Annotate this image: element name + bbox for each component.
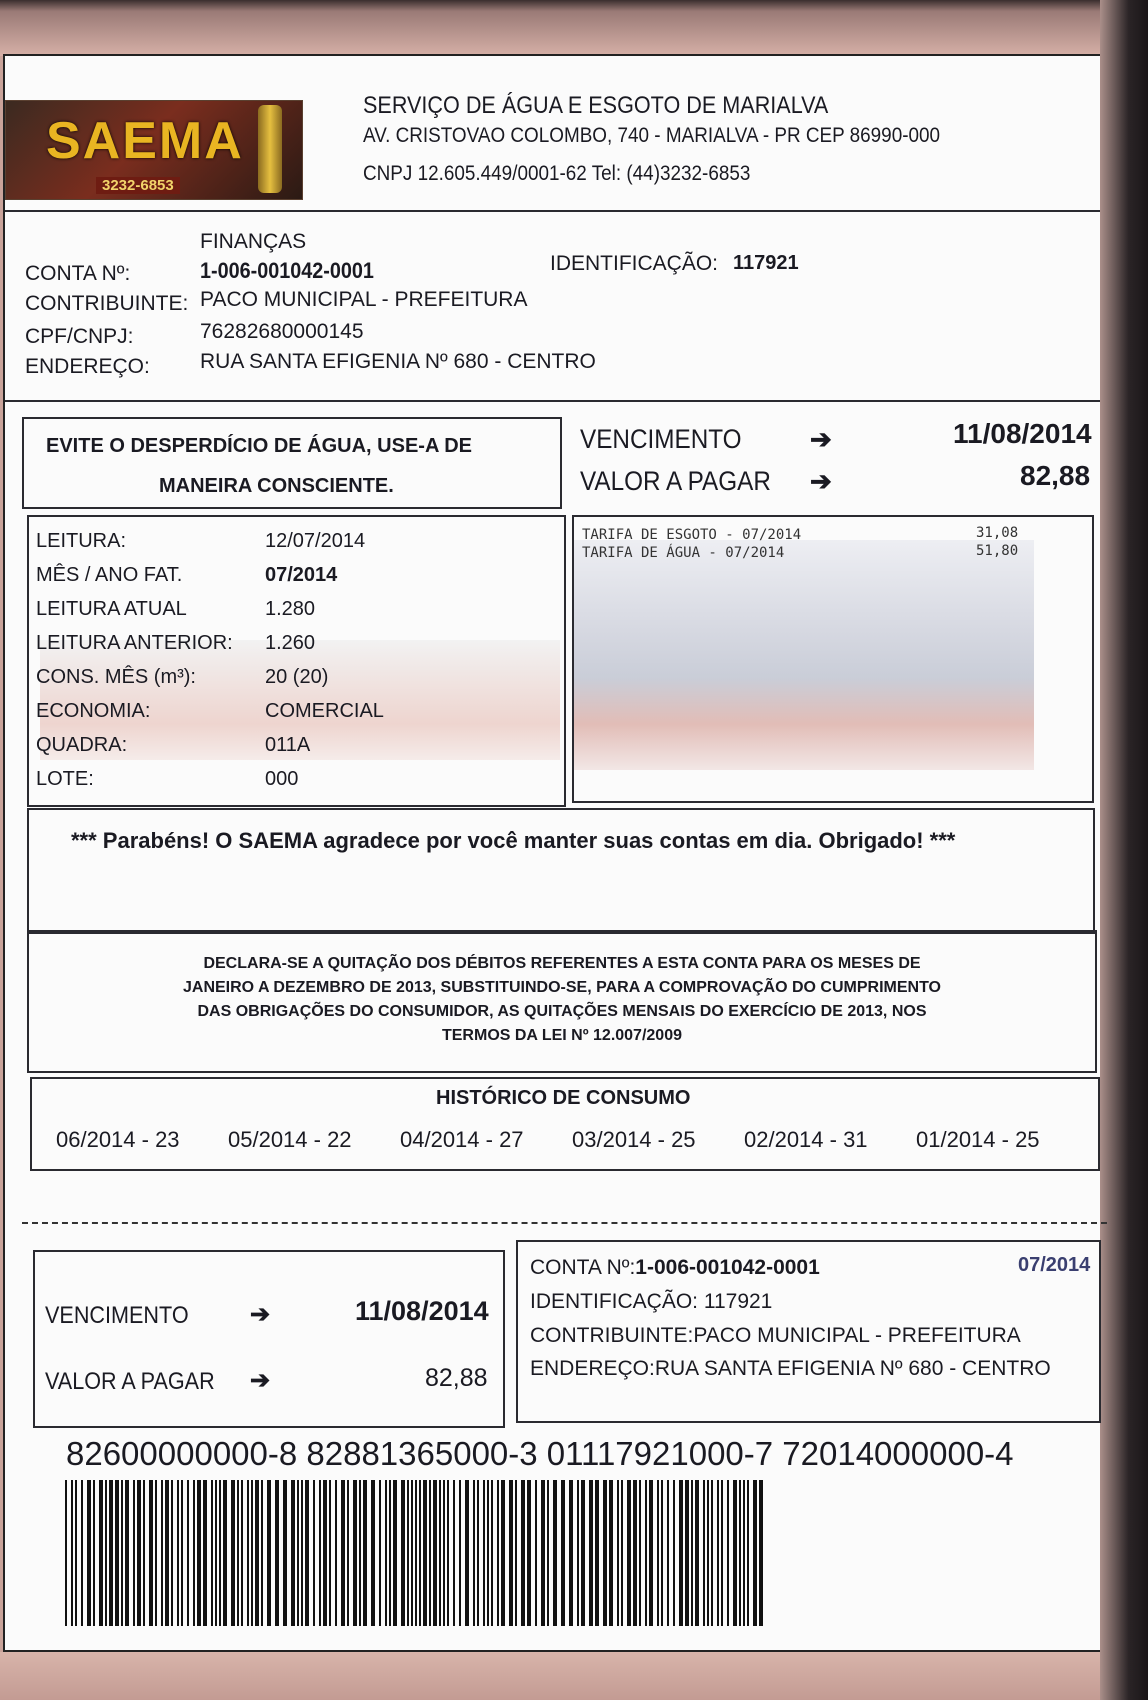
barcode-bar	[283, 1480, 287, 1626]
faucet-icon	[258, 105, 282, 193]
arrow-icon: ➔	[810, 424, 832, 454]
barcode-bar	[109, 1480, 113, 1626]
barcode-bar	[447, 1480, 449, 1626]
message-box	[27, 808, 1095, 934]
conta-value: 1-006-001042-0001	[200, 258, 374, 283]
barcode-bar	[411, 1480, 413, 1626]
scan-top-edge	[0, 0, 1148, 56]
stub-ident: IDENTIFICAÇÃO: 117921	[530, 1290, 773, 1313]
barcode-bar	[211, 1480, 213, 1626]
stub-venc-label: VENCIMENTO	[45, 1302, 189, 1329]
conta-label: CONTA Nº:	[25, 262, 131, 285]
notice-box	[22, 417, 562, 509]
barcode-bar	[707, 1480, 709, 1626]
reading-label: CONS. MÊS (m³):	[36, 666, 196, 688]
barcode-bar	[547, 1480, 549, 1626]
barcode-bar	[733, 1480, 737, 1626]
barcode-bar	[521, 1480, 525, 1626]
barcode-bar	[121, 1480, 123, 1626]
barcode-bar	[429, 1480, 431, 1626]
barcode-bar	[313, 1480, 315, 1626]
barcode-bar	[433, 1480, 437, 1626]
dept: FINANÇAS	[200, 230, 307, 253]
end-label: ENDEREÇO:	[25, 355, 150, 378]
declaration-line: DAS OBRIGAÇÕES DO CONSUMIDOR, AS QUITAÇÕES MENSAIS DO EXERCÍCIO DE 2013, NOS	[197, 1003, 927, 1020]
barcode-bar	[197, 1480, 201, 1626]
barcode-bar	[415, 1480, 417, 1626]
reading-label: ECONOMIA:	[36, 700, 151, 722]
history-item: 06/2014 - 23	[56, 1127, 180, 1152]
barcode-bar	[393, 1480, 397, 1626]
declaration-line: JANEIRO A DEZEMBRO DE 2013, SUBSTITUINDO-SE, PARA A COMPROVAÇÃO DO CUMPRIMENTO	[183, 979, 941, 996]
saema-logo	[5, 100, 303, 200]
barcode-bar	[237, 1480, 239, 1626]
barcode-bar	[99, 1480, 103, 1626]
barcode-bar	[443, 1480, 445, 1626]
barcode-bar	[223, 1480, 227, 1626]
barcode-bar	[81, 1480, 83, 1626]
barcode-bar	[595, 1480, 599, 1626]
barcode-bar	[379, 1480, 381, 1626]
contrib-label: CONTRIBUINTE:	[25, 292, 189, 315]
barcode-bar	[589, 1480, 593, 1626]
barcode-bar	[407, 1480, 409, 1626]
reading-value: COMERCIAL	[265, 700, 384, 722]
reading-value: 1.280	[265, 598, 316, 620]
barcode-bar	[193, 1480, 195, 1626]
barcode-bar	[203, 1480, 207, 1626]
arrow-icon: ➔	[810, 466, 832, 496]
barcode-bar	[603, 1480, 607, 1626]
stub-conta-value: 1-006-001042-0001	[635, 1256, 820, 1279]
reading-value: 000	[265, 768, 299, 790]
barcode-bar	[187, 1480, 189, 1626]
history-item: 02/2014 - 31	[744, 1127, 868, 1152]
contrib-value: PACO MUNICIPAL - PREFEITURA	[200, 288, 528, 311]
barcode-bar	[739, 1480, 741, 1626]
valor-value: 82,88	[1020, 460, 1091, 491]
barcode-bar	[477, 1480, 479, 1626]
barcode-bar	[569, 1480, 573, 1626]
history-item: 01/2014 - 25	[916, 1127, 1040, 1152]
reading-label: LEITURA:	[36, 530, 127, 552]
barcode-bar	[649, 1480, 653, 1626]
barcode-bar	[473, 1480, 475, 1626]
barcode-bar	[627, 1480, 631, 1626]
barcode-bar	[553, 1480, 557, 1626]
barcode-bar	[685, 1480, 689, 1626]
barcode-bar	[219, 1480, 221, 1626]
history-item: 05/2014 - 22	[228, 1127, 352, 1152]
tariff-value: 51,80	[976, 543, 1019, 559]
barcode-bar	[93, 1480, 95, 1626]
barcode-bar	[721, 1480, 723, 1626]
barcode-bar	[711, 1480, 713, 1626]
barcode-bar	[419, 1480, 421, 1626]
barcode-bar	[717, 1480, 719, 1626]
barcode-bar	[679, 1480, 683, 1626]
stub-period: 07/2014	[1018, 1254, 1091, 1276]
barcode-bar	[491, 1480, 493, 1626]
cut-line	[22, 1222, 1107, 1224]
barcode-bar	[347, 1480, 349, 1626]
barcode-bar	[161, 1480, 163, 1626]
barcode-bar	[509, 1480, 513, 1626]
barcode-bar	[561, 1480, 565, 1626]
barcode-bar	[105, 1480, 107, 1626]
barcode-bar	[453, 1480, 455, 1626]
barcode-bar	[251, 1480, 253, 1626]
barcode-bar	[657, 1480, 659, 1626]
barcode-bar	[661, 1480, 663, 1626]
reading-label: LEITURA ATUAL	[36, 598, 187, 620]
stub-contrib: CONTRIBUINTE:PACO MUNICIPAL - PREFEITURA	[530, 1324, 1021, 1347]
barcode-bar	[87, 1480, 91, 1626]
barcode-bar	[241, 1480, 243, 1626]
barcode-bar	[401, 1480, 405, 1626]
reading-value: 1.260	[265, 632, 316, 654]
barcode-bar	[633, 1480, 637, 1626]
barcode	[65, 1480, 765, 1626]
barcode-bar	[439, 1480, 441, 1626]
reading-label: LOTE:	[36, 768, 94, 790]
barcode-bar	[319, 1480, 321, 1626]
barcode-bar	[275, 1480, 279, 1626]
tariffs-box	[572, 515, 1094, 803]
declaration-line: TERMOS DA LEI Nº 12.007/2009	[441, 1027, 682, 1044]
tariff-value: 31,08	[976, 525, 1019, 541]
venc-value: 11/08/2014	[953, 418, 1092, 449]
cpf-value: 76282680000145	[200, 320, 364, 343]
barcode-bar	[541, 1480, 545, 1626]
reading-label: LEITURA ANTERIOR:	[36, 632, 233, 654]
barcode-bar	[759, 1480, 763, 1626]
stub-info-box	[516, 1240, 1101, 1423]
barcode-bar	[353, 1480, 357, 1626]
reading-label: QUADRA:	[36, 734, 128, 756]
barcode-bar	[143, 1480, 145, 1626]
barcode-bar	[645, 1480, 647, 1626]
barcode-bar	[247, 1480, 249, 1626]
barcode-bar	[297, 1480, 299, 1626]
history-item: 03/2014 - 25	[572, 1127, 696, 1152]
barcode-bar	[385, 1480, 387, 1626]
stub-venc-value: 11/08/2014	[355, 1296, 489, 1326]
barcode-digits: 82600000000-8 82881365000-3 01117921000-7 72014000000-4	[66, 1435, 1014, 1472]
barcode-bar	[329, 1480, 331, 1626]
barcode-bar	[527, 1480, 531, 1626]
ident-value: 117921	[733, 252, 799, 274]
barcode-bar	[727, 1480, 729, 1626]
barcode-bar	[149, 1480, 153, 1626]
logo-phone: 3232-6853	[96, 177, 180, 194]
stub-end: ENDEREÇO:RUA SANTA EFIGENIA Nº 680 - CENTRO	[530, 1357, 1051, 1380]
logo-word: SAEMA	[46, 112, 244, 170]
barcode-bar	[341, 1480, 345, 1626]
declaration-box	[27, 930, 1097, 1073]
stub-valor-label: VALOR A PAGAR	[45, 1368, 215, 1395]
barcode-bar	[515, 1480, 517, 1626]
barcode-bar	[255, 1480, 259, 1626]
barcode-bar	[115, 1480, 119, 1626]
barcode-bar	[673, 1480, 675, 1626]
barcode-bar	[171, 1480, 173, 1626]
scan-right-edge	[1100, 0, 1148, 1700]
stub-payment-box	[33, 1250, 505, 1428]
barcode-bar	[695, 1480, 699, 1626]
reading-label: MÊS / ANO FAT.	[36, 564, 183, 586]
barcode-bar	[577, 1480, 579, 1626]
barcode-bar	[423, 1480, 427, 1626]
scan-bottom-edge	[0, 1652, 1148, 1700]
barcode-bar	[691, 1480, 693, 1626]
cpf-label: CPF/CNPJ:	[25, 325, 134, 348]
barcode-bar	[165, 1480, 169, 1626]
barcode-bar	[535, 1480, 537, 1626]
barcode-bar	[703, 1480, 705, 1626]
ident-label: IDENTIFICAÇÃO:	[550, 252, 719, 275]
barcode-bar	[137, 1480, 141, 1626]
barcode-bar	[483, 1480, 485, 1626]
barcode-bar	[667, 1480, 669, 1626]
barcode-bar	[363, 1480, 367, 1626]
venc-label: VENCIMENTO	[580, 424, 742, 454]
barcode-bar	[465, 1480, 469, 1626]
stub-valor-value: 82,88	[425, 1364, 488, 1392]
barcode-bar	[155, 1480, 157, 1626]
valor-label: VALOR A PAGAR	[580, 466, 771, 496]
barcode-bar	[747, 1480, 749, 1626]
barcode-bar	[305, 1480, 309, 1626]
barcode-bar	[497, 1480, 499, 1626]
barcode-bar	[125, 1480, 129, 1626]
barcode-bar	[267, 1480, 271, 1626]
barcode-bar	[639, 1480, 641, 1626]
tariff-desc: TARIFA DE ESGOTO - 07/2014	[582, 527, 802, 543]
barcode-bar	[501, 1480, 505, 1626]
barcode-bar	[71, 1480, 73, 1626]
divider	[5, 210, 1100, 212]
barcode-bar	[215, 1480, 217, 1626]
history-item: 04/2014 - 27	[400, 1127, 524, 1152]
thanks-message: *** Parabéns! O SAEMA agradece por você manter suas contas em dia. Obrigado! ***	[71, 828, 956, 853]
barcode-bar	[753, 1480, 757, 1626]
barcode-bar	[335, 1480, 337, 1626]
history-box	[30, 1077, 1100, 1171]
barcode-bar	[301, 1480, 303, 1626]
notice-line1: EVITE O DESPERDÍCIO DE ÁGUA, USE-A DE	[46, 435, 472, 457]
barcode-bar	[231, 1480, 235, 1626]
barcode-bar	[323, 1480, 327, 1626]
arrow-icon: ➔	[250, 1301, 271, 1328]
org-cnpj-tel: CNPJ 12.605.449/0001-62 Tel: (44)3232-6853	[363, 162, 751, 185]
barcode-bar	[177, 1480, 179, 1626]
barcode-bar	[133, 1480, 135, 1626]
history-title: HISTÓRICO DE CONSUMO	[436, 1087, 691, 1109]
barcode-bar	[389, 1480, 391, 1626]
barcode-bar	[581, 1480, 585, 1626]
barcode-bar	[371, 1480, 375, 1626]
tariff-desc: TARIFA DE ÁGUA - 07/2014	[582, 545, 785, 561]
readings-box	[27, 515, 566, 807]
barcode-bar	[459, 1480, 461, 1626]
notice-line2: MANEIRA CONSCIENTE.	[159, 475, 394, 497]
reading-value: 20 (20)	[265, 666, 329, 688]
divider	[5, 400, 1100, 402]
declaration-line: DECLARA-SE A QUITAÇÃO DOS DÉBITOS REFERENTES A ESTA CONTA PARA OS MESES DE	[203, 955, 921, 972]
barcode-bar	[359, 1480, 361, 1626]
barcode-bar	[617, 1480, 619, 1626]
org-address: AV. CRISTOVAO COLOMBO, 740 - MARIALVA - PR CEP 86990-000	[363, 124, 941, 147]
barcode-bar	[75, 1480, 77, 1626]
barcode-bar	[621, 1480, 623, 1626]
barcode-bar	[487, 1480, 489, 1626]
end-value: RUA SANTA EFIGENIA Nº 680 - CENTRO	[200, 350, 596, 373]
barcode-bar	[181, 1480, 183, 1626]
barcode-bar	[261, 1480, 263, 1626]
barcode-bar	[609, 1480, 613, 1626]
barcode-bar	[291, 1480, 295, 1626]
stub-conta-label: CONTA Nº:	[530, 1256, 636, 1279]
barcode-bar	[65, 1480, 67, 1626]
org-name: SERVIÇO DE ÁGUA E ESGOTO DE MARIALVA	[363, 92, 829, 119]
barcode-bar	[743, 1480, 745, 1626]
arrow-icon: ➔	[250, 1367, 271, 1394]
reading-value: 12/07/2014	[265, 530, 366, 552]
reading-value: 011A	[265, 734, 311, 756]
reading-value: 07/2014	[265, 564, 338, 586]
